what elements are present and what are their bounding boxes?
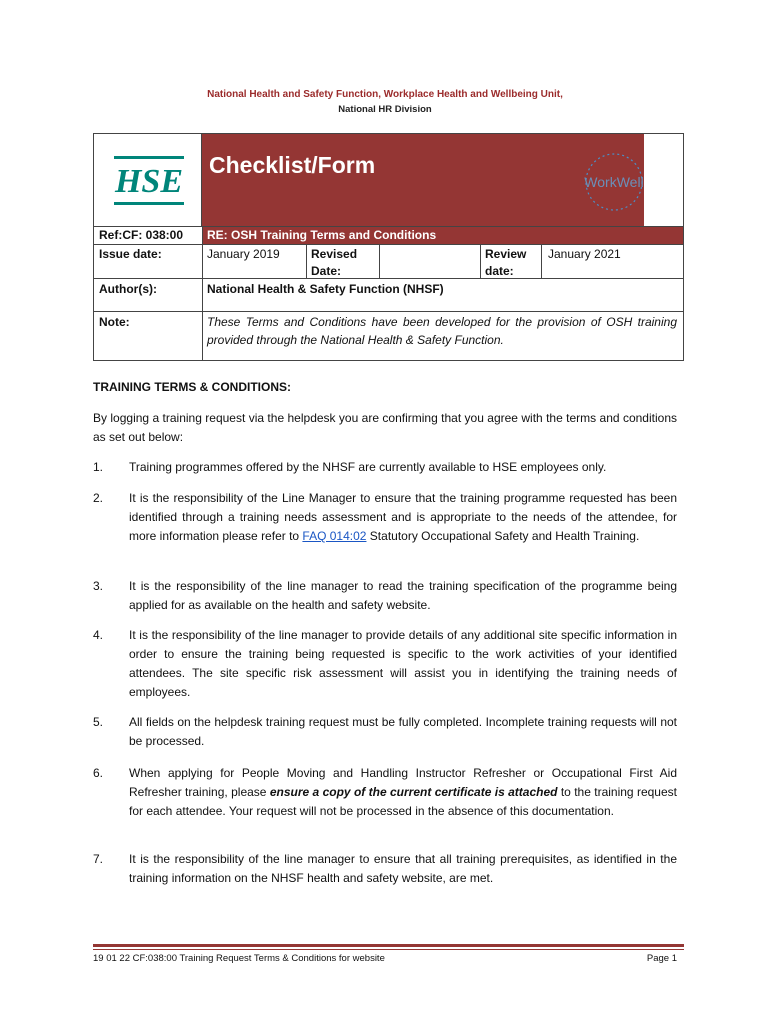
re-row — [202, 226, 683, 244]
grid-line — [202, 226, 203, 360]
review-date-value: January 2021 — [548, 247, 621, 261]
list-item — [129, 489, 677, 546]
issue-date-label: Issue date: — [99, 247, 162, 261]
item-number: 1. — [93, 460, 104, 474]
footer-rule — [93, 949, 684, 950]
authors-label: Author(s): — [99, 282, 157, 296]
grid-line — [541, 244, 542, 278]
header-division-line: National HR Division — [338, 104, 432, 115]
grid-line — [94, 278, 683, 279]
grid-line — [94, 226, 683, 227]
review-date-label-2: date: — [485, 264, 514, 278]
hse-logo-cell — [94, 134, 202, 226]
item-text: Statutory Occupational Safety and Health Training. — [366, 529, 640, 543]
list-item: It is the responsibility of the line manager to ensure that all training prerequisites, as identified in the training information on the NHSF health and safety website, are met. — [129, 852, 677, 885]
item-text: When applying for People Moving and Handling Instructor Refresher or Occupational First Aid Refresher training, please — [129, 766, 677, 799]
hse-logo-text: HSE — [114, 163, 184, 200]
item-number: 4. — [93, 628, 104, 642]
page-number: Page 1 — [646, 953, 677, 964]
revised-date-label-1: Revised — [311, 247, 358, 261]
workwell-logo — [549, 144, 679, 220]
header-unit-line: National Health and Safety Function, Workplace Health and Wellbeing Unit, — [207, 89, 563, 100]
list-item: Training programmes offered by the NHSF are currently available to HSE employees only. — [129, 460, 607, 474]
issue-date-value: January 2019 — [207, 247, 280, 261]
ref-label: Ref:CF: 038:00 — [99, 228, 184, 242]
re-subject: RE: OSH Training Terms and Conditions — [207, 228, 437, 242]
footer-doc-reference: 19 01 22 CF:038:00 Training Request Terms & Conditions for website — [93, 953, 385, 964]
list-item: All fields on the helpdesk training request must be fully completed. Incomplete training requests will not be processed. — [129, 715, 677, 748]
item-number: 6. — [93, 766, 104, 780]
grid-line — [306, 244, 307, 278]
list-item: It is the responsibility of the line manager to read the training specification of the programme being applied for as available on the health and safety website. — [129, 579, 677, 612]
grid-line — [94, 244, 683, 245]
authors-value: National Health & Safety Function (NHSF) — [207, 282, 444, 296]
form-title: Checklist/Form — [209, 152, 376, 178]
note-label: Note: — [99, 315, 130, 329]
item-number: 2. — [93, 491, 104, 505]
grid-line — [379, 244, 380, 278]
workwell-logo-text: WorkWell — [584, 174, 644, 190]
grid-line — [94, 311, 683, 312]
item-number: 5. — [93, 715, 104, 729]
faq-link[interactable]: FAQ 014:02 — [302, 529, 367, 543]
review-date-label-1: Review — [485, 247, 527, 261]
footer-rule — [93, 944, 684, 947]
form-header-table — [93, 133, 684, 361]
list-item: It is the responsibility of the line manager to provide details of any additional site specific information in order to ensure the training being requested is specific to the work activities of your identified attendees. The site specific risk assessment will assist you in identifying the training needs of employees. — [129, 628, 677, 699]
item-text: It is the responsibility of the Line Manager to ensure that the training programme requested has been identified through a training needs assessment and is appropriate to the needs of the attendee, for more information please refer to — [129, 491, 677, 543]
item-text: to the training request for each attendee. Your request will not be processed in the absence of this documentation. — [129, 785, 677, 818]
list-item — [129, 764, 677, 821]
grid-line — [480, 244, 481, 278]
item-number: 7. — [93, 852, 104, 866]
intro-paragraph: By logging a training request via the helpdesk you are confirming that you agree with the terms and conditions as set out below: — [93, 411, 677, 444]
item-number: 3. — [93, 579, 104, 593]
revised-date-label-2: Date: — [311, 264, 342, 278]
hse-logo — [94, 134, 202, 226]
section-title: TRAINING TERMS & CONDITIONS: — [93, 380, 291, 394]
note-value: These Terms and Conditions have been developed for the provision of OSH training provided through the National Health & Safety Function. — [207, 315, 677, 347]
item-emphasis: ensure a copy of the current certificate is attached — [269, 785, 558, 799]
